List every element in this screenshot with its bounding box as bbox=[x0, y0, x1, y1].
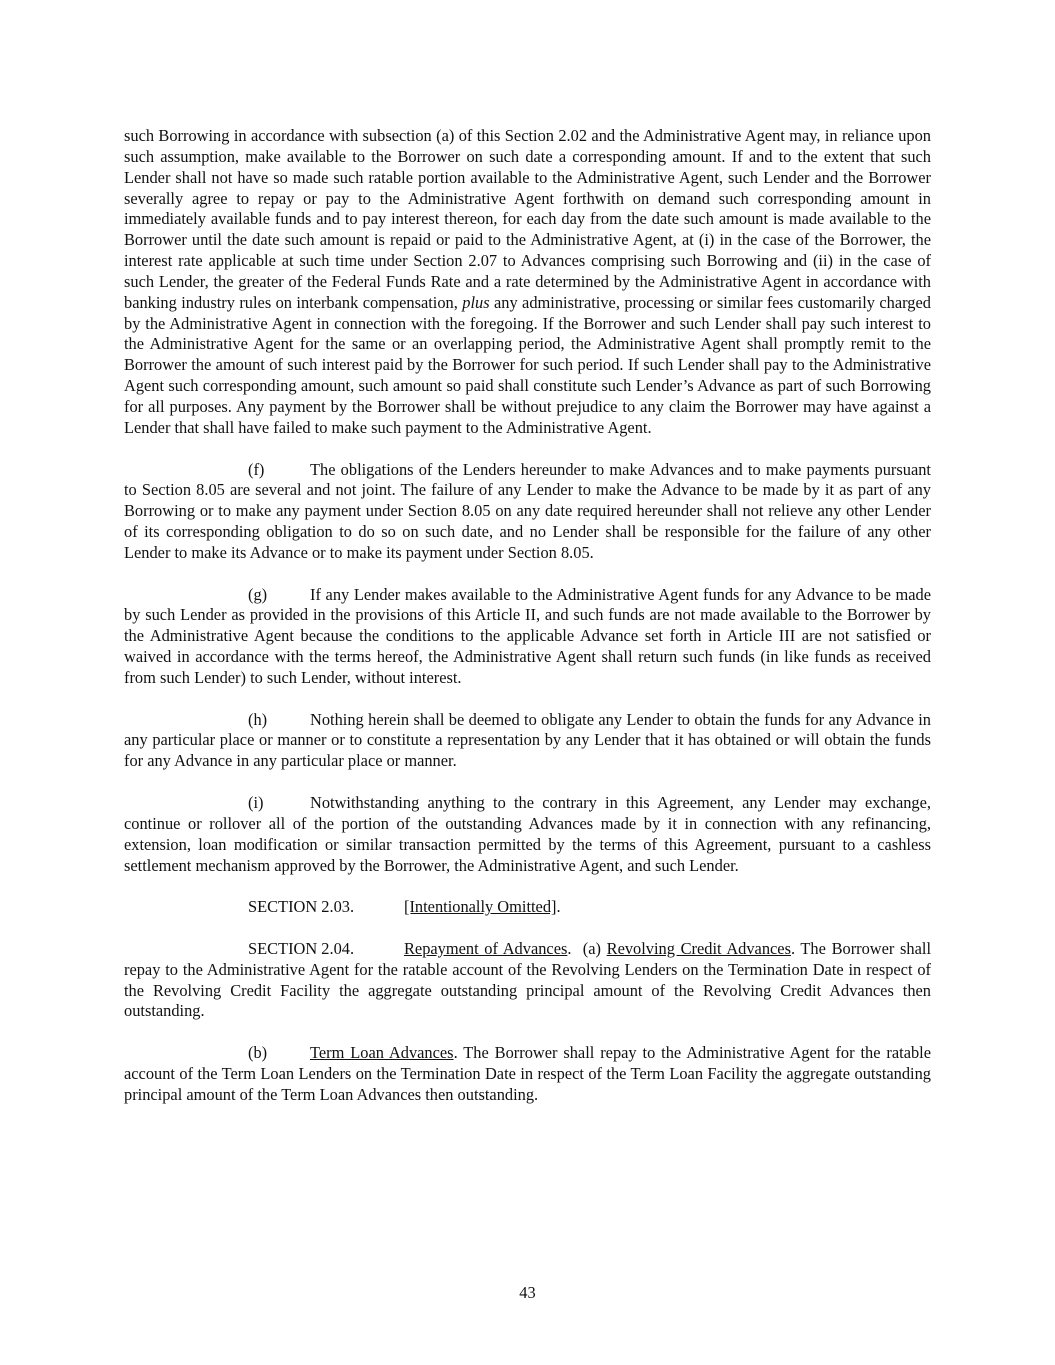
paragraph-text: Nothing herein shall be deemed to obligate any Lender to obtain the funds for any Advance in any particular place or manner or to constitute a representation by any Lender that it has obtained or will obtain the funds for any Advance in any particular place or manner. bbox=[124, 709, 931, 771]
paragraph-g bbox=[124, 585, 931, 689]
clause-label: (b) bbox=[248, 1043, 268, 1063]
section-title: Repayment of Advances bbox=[404, 938, 568, 958]
clause-label: (f) bbox=[248, 459, 265, 479]
paragraph-text: If any Lender makes available to the Administrative Agent funds for any Advance to be made by such Lender as provided in the provisions of this Article II, and such funds are not made available to the Borrower by the Administrative Agent because the conditions to the applicable Advance set forth in Article III are not satisfied or waived in accordance with the terms hereof, the Administrative Agent shall return such funds (in like funds as received from such Lender) to such Lender, without interest. bbox=[124, 584, 931, 687]
section-title-connector: . (a) bbox=[567, 938, 607, 958]
clause-label: (i) bbox=[248, 793, 264, 812]
paragraph-text: any administrative, processing or similar fees customarily charged by the Administrative Agent in connection with the foregoing. If the Borrower and such Lender shall pay such interest to the Administrative Agent for the same or an overlapping period, the Administrative Agent shall promptly remit to the Borrower the amount of such interest paid by the Borrower for such period. If such Lender shall pay to the Administrative Agent such corresponding amount, such amount so paid shall constitute such Lender’s Advance as part of such Borrowing for all purposes. Any payment by the Borrower shall be without prejudice to any claim the Borrower may have against a Lender that shall have failed to make such payment to the Administrative Agent. bbox=[124, 292, 931, 437]
section-label: SECTION 2.04. bbox=[248, 938, 355, 958]
paragraph-f bbox=[124, 460, 931, 564]
section-title-period: . bbox=[556, 897, 561, 917]
paragraph-text: . The Borrower shall repay to the Administrative Agent for the ratable account of the Revolving Lenders on the Termination Date in respect of the Revolving Credit Facility the aggregate outstanding principal amount of the Revolving Credit Advances then outstanding. bbox=[124, 938, 931, 1021]
paragraph-text: The obligations of the Lenders hereunder to make Advances and to make payments pursuant to Section 8.05 are several and not joint. The failure of any Lender to make the Advance to be made by it as part of any Borrowing or to make any payment under Section 8.05 on any date required hereunder shall not relieve any other Lender of its corresponding obligation to do so on such date, and no Lender shall be responsible for the failure of any other Lender to make its Advance or to make its payment under Section 8.05. bbox=[124, 459, 931, 562]
section-2-03 bbox=[124, 897, 931, 918]
section-2-04 bbox=[124, 939, 931, 1022]
subsection-title: Term Loan Advances bbox=[310, 1043, 454, 1063]
paragraph-i bbox=[124, 793, 931, 876]
section-label: SECTION 2.03. bbox=[248, 897, 355, 917]
paragraph-text: Notwithstanding anything to the contrary in this Agreement, any Lender may exchange, continue or rollover all of the portion of the outstanding Advances made by it in connection with any refinancing, extension, loan modification or similar transaction permitted by the terms of this Agreement, pursuant to a cashless settlement mechanism approved by the Borrower, the Administrative Agent, and such Lender. bbox=[124, 793, 931, 875]
paragraph-b bbox=[124, 1043, 931, 1106]
document-page bbox=[124, 126, 931, 1127]
paragraph-text: . The Borrower shall repay to the Administrative Agent for the ratable account of the Term Loan Lenders on the Termination Date in respect of the Term Loan Facility the aggregate outstanding principal amount of the Term Loan Advances then outstanding. bbox=[124, 1043, 931, 1104]
paragraph-text: such Borrowing in accordance with subsection (a) of this Section 2.02 and the Administrative Agent may, in reliance upon such assumption, make available to the Borrower on such date a corresponding amount. If and to the extent that such Lender shall not have so made such ratable portion available to the Administrative Agent, such Lender and the Borrower severally agree to repay or pay to the Administrative Agent forthwith on demand such corresponding amount in immediately available funds and to pay interest thereon, for each day from the date such amount is made available to the Borrower until the date such amount is repaid or paid to the Administrative Agent, at (i) in the case of the Borrower, the interest rate applicable at such time under Section 2.07 to Advances comprising such Borrowing and (ii) in the case of such Lender, the greater of the Federal Funds Rate and a rate determined by the Administrative Agent in accordance with banking industry rules on interbank compensation, bbox=[124, 126, 931, 312]
subsection-title: Revolving Credit Advances bbox=[606, 938, 791, 958]
italic-plus: plus bbox=[462, 292, 490, 312]
page-number: 43 bbox=[519, 1283, 536, 1302]
clause-label: (h) bbox=[248, 709, 268, 729]
paragraph-h bbox=[124, 710, 931, 773]
paragraph-continuation bbox=[124, 126, 931, 439]
clause-label: (g) bbox=[248, 584, 268, 604]
section-title: [Intentionally Omitted] bbox=[404, 897, 557, 917]
